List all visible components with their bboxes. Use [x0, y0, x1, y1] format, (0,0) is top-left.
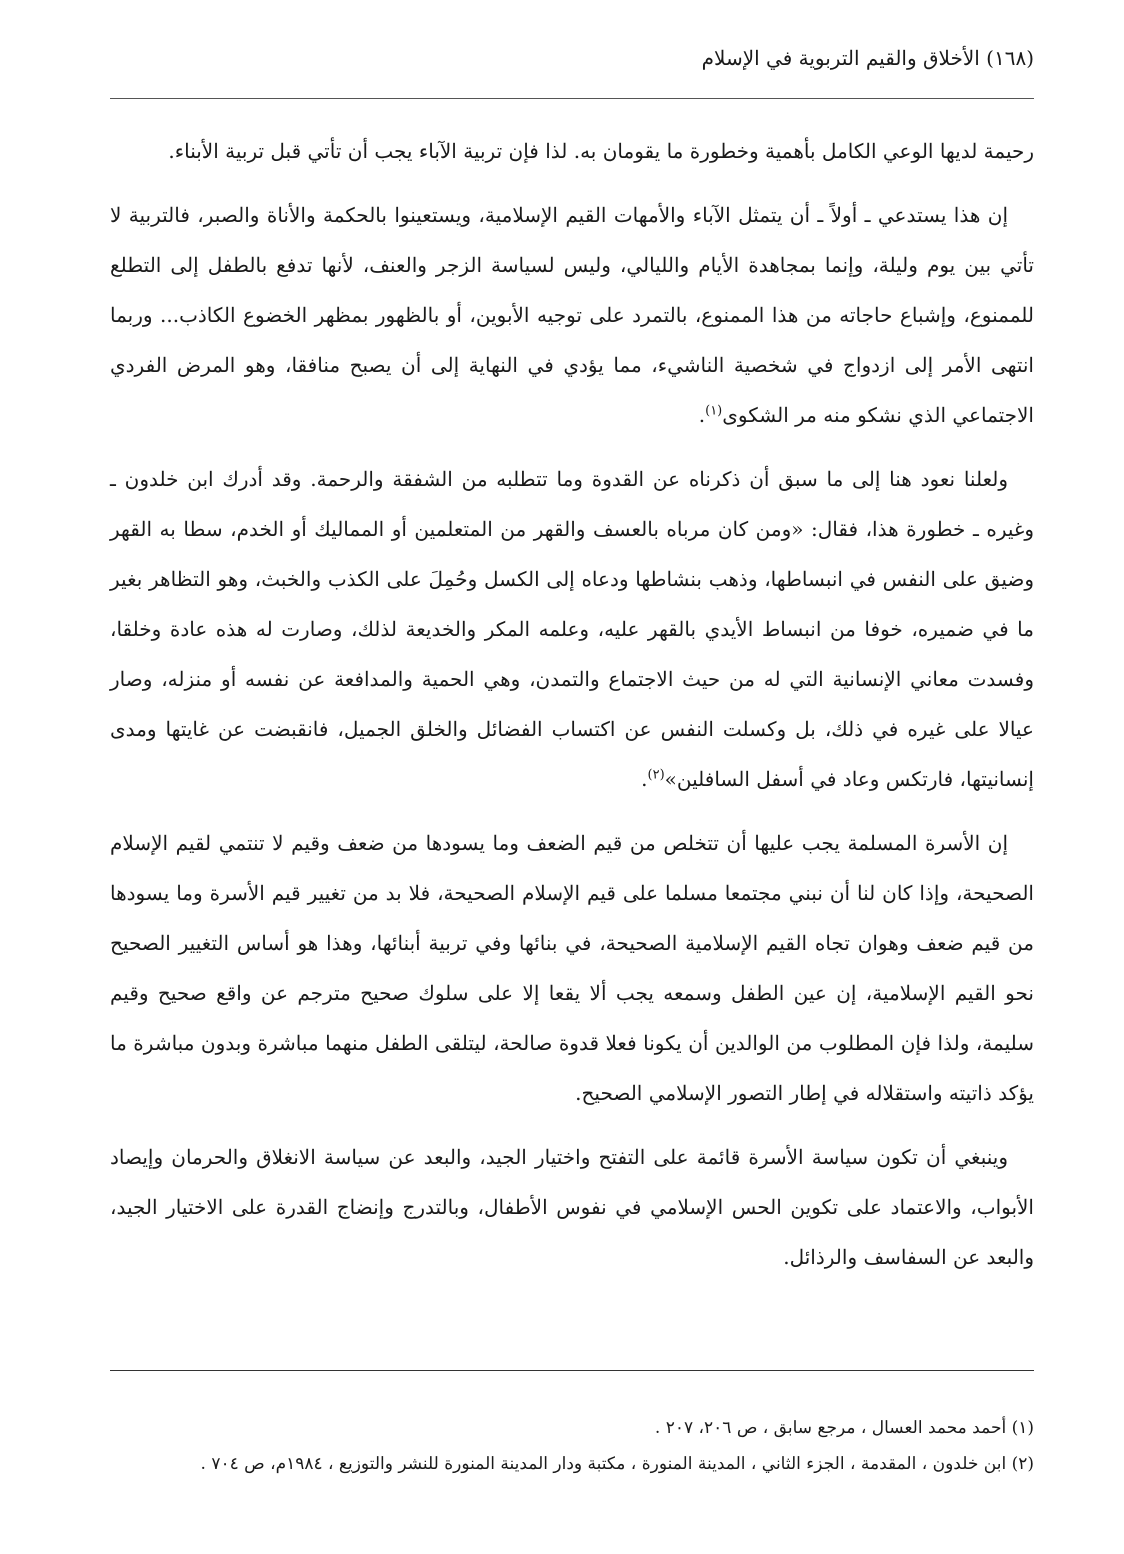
header-divider [110, 98, 1034, 99]
footnotes [110, 1410, 1034, 1482]
paragraph-3-text: ولعلنا نعود هنا إلى ما سبق أن ذكرناه عن القدوة وما تتطلبه من الشفقة والرحمة. وقد أدرك ابن خلدون ـ وغيره ـ خطورة هذا، فقال: «ومن كان مرباه بالعسف والقهر من المتعلمين أو المماليك أو الخدم، سطا به القهر وضيق على النفس في انبساطها، وذهب بنشاطها ودعاه إلى الكسل وحُمِلَ على الكذب والخبث، وهو التظاهر بغير ما في ضميره، خوفا من انبساط الأيدي بالقهر عليه، وعلمه المكر والخديعة لذلك، وصارت له هذه عادة وخلقا، وفسدت معاني الإنسانية التي له من حيث الاجتماع والتمدن، وهي الحمية والمدافعة عن نفسه أو منزله، وصار عيالا على غيره في ذلك، بل وكسلت النفس عن اكتساب الفضائل والخلق الجميل، فانقبضت عن غايتها ومدى إنسانيتها، فارتكس وعاد في أسفل السافلين» [110, 467, 1034, 791]
running-header: (١٦٨) الأخلاق والقيم التربوية في الإسلام [701, 46, 1034, 70]
paragraph-1: رحيمة لديها الوعي الكامل بأهمية وخطورة ما يقومان به. لذا فإن تربية الآباء يجب أن تأتي قبل تربية الأبناء. [168, 139, 1034, 163]
paragraph-2-text: إن هذا يستدعي ـ أولاً ـ أن يتمثل الآباء والأمهات القيم الإسلامية، ويستعينوا بالحكمة والأناة والصبر، فالتربية لا تأتي بين يوم وليلة، وإنما بمجاهدة الأيام والليالي، وليس لسياسة الزجر والعنف، لأنها تدفع بالطفل إلى التطلع للممنوع، وإشباع حاجاته من هذا الممنوع، بالتمرد على توجيه الأبوين، أو بالظهور بمظهر الخضوع الكاذب... وربما انتهى الأمر إلى ازدواج في شخصية الناشيء، مما يؤدي في النهاية إلى أن يصبح منافقا، وهو المرض الفردي الاجتماعي الذي نشكو منه مر الشكوى [110, 203, 1034, 427]
paragraph-4: إن الأسرة المسلمة يجب عليها أن تتخلص من قيم الضعف وما يسودها من ضعف وقيم لا تنتمي لقيم الإسلام الصحيحة، وإذا كان لنا أن نبني مجتمعا مسلما على قيم الإسلام الصحيحة، فلا بد من تغيير قيم الأسرة وما يسودها من قيم ضعف وهوان تجاه القيم الإسلامية الصحيحة، في بنائها وفي تربية أبنائها، وهذا هو أساس التغيير الصحيح نحو القيم الإسلامية، إن عين الطفل وسمعه يجب ألا يقعا إلا على سلوك صحيح مترجم عن واقع صحيح وقيم سليمة، ولذا فإن المطلوب من الوالدين أن يكونا فعلا قدوة صالحة، ليتلقى الطفل منهما مباشرة وبدون مباشرة ما يؤكد ذاتيته واستقلاله في إطار التصور الإسلامي الصحيح. [110, 831, 1034, 1105]
footnote-2: (٢) ابن خلدون ، المقدمة ، الجزء الثاني ، المدينة المنورة ، مكتبة ودار المدينة المنورة للنشر والتوزيع ، ١٩٨٤م، ص ٧٠٤ . [200, 1454, 1034, 1474]
footnote-ref-2[interactable]: (٢) [647, 767, 665, 783]
body-text [110, 126, 1034, 1296]
footnote-1: (١) أحمد محمد العسال ، مرجع سابق ، ص ٢٠٦، ٢٠٧ . [654, 1418, 1034, 1438]
paragraph-3: ولعلنا نعود هنا إلى ما سبق أن ذكرناه عن القدوة وما تتطلبه من الشفقة والرحمة. وقد أدرك ابن خلدون ـ وغيره ـ خطورة هذا، فقال: «ومن كان مرباه بالعسف والقهر من المتعلمين أو المماليك أو الخدم، سطا به القهر وضيق على النفس في انبساطها، وذهب بنشاطها ودعاه إلى الكسل وحُمِلَ على الكذب والخبث، وهو التظاهر بغير ما في ضميره، خوفا من انبساط الأيدي بالقهر عليه، وعلمه المكر والخديعة لذلك، وصارت له هذه عادة وخلقا، وفسدت معاني الإنسانية التي له من حيث الاجتماع والتمدن، وهي الحمية والمدافعة عن نفسه أو منزله، وصار عيالا على غيره في ذلك، بل وكسلت النفس عن اكتساب الفضائل والخلق الجميل، فانقبضت عن غايتها ومدى إنسانيتها، فارتكس وعاد في أسفل السافلين»$^{(٢)}$. [110, 467, 1034, 791]
footnote-ref-1[interactable]: (١) [705, 403, 723, 419]
paragraph-2: إن هذا يستدعي ـ أولاً ـ أن يتمثل الآباء والأمهات القيم الإسلامية، ويستعينوا بالحكمة والأناة والصبر، فالتربية لا تأتي بين يوم وليلة، وإنما بمجاهدة الأيام والليالي، وليس لسياسة الزجر والعنف، لأنها تدفع بالطفل إلى التطلع للممنوع، وإشباع حاجاته من هذا الممنوع، بالتمرد على توجيه الأبوين، أو بالظهور بمظهر الخضوع الكاذب... وربما انتهى الأمر إلى ازدواج في شخصية الناشيء، مما يؤدي في النهاية إلى أن يصبح منافقا، وهو المرض الفردي الاجتماعي الذي نشكو منه مر الشكوى$^{(١)}$. [110, 203, 1034, 427]
paragraph-5: وينبغي أن تكون سياسة الأسرة قائمة على التفتح واختيار الجيد، والبعد عن سياسة الانغلاق والحرمان وإيصاد الأبواب، والاعتماد على تكوين الحس الإسلامي في نفوس الأطفال، وبالتدرج وإنضاج القدرة على الاختيار الجيد، والبعد عن السفاسف والرذائل. [110, 1145, 1034, 1269]
footnote-divider [110, 1370, 1034, 1371]
